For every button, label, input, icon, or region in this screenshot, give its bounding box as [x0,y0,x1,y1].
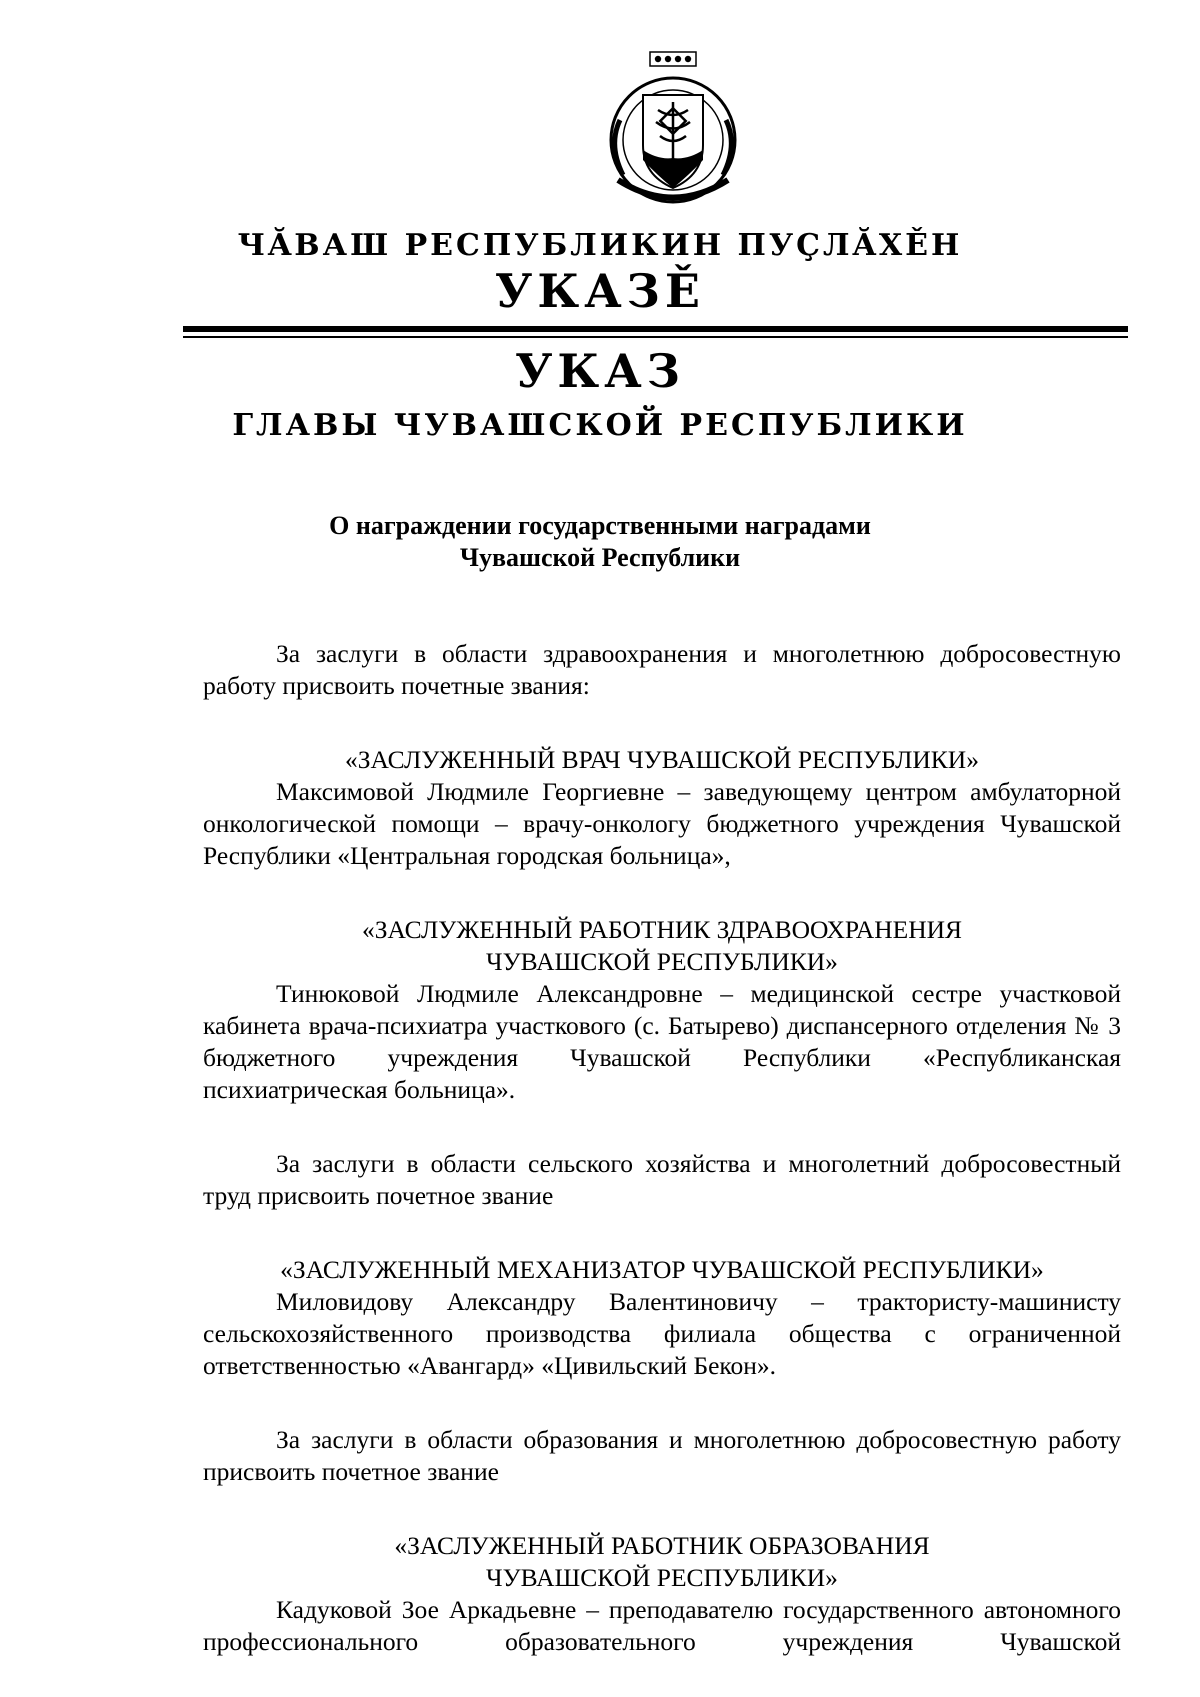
award-title: «ЗАСЛУЖЕННЫЙ РАБОТНИК ЗДРАВООХРАНЕНИЯ [361,915,963,944]
award-title: ЧУВАШСКОЙ РЕСПУБЛИКИ» [486,947,838,976]
award-title: «ЗАСЛУЖЕННЫЙ ВРАЧ ЧУВАШСКОЙ РЕСПУБЛИКИ» [345,745,979,774]
decree-subject [0,510,1200,574]
chuvash-header-line1: ЧĂВАШ РЕСПУБЛИКИН ПУÇЛĂХĚН [237,228,963,263]
decree-body [203,638,1121,1690]
chuvash-header-line2: УКАЗĚ [495,264,705,318]
section-intro: За заслуги в области сельского хозяйства и многолетний добросовестный труд присвоить почетное звание [203,1149,1121,1210]
subject-line1: О награждении государственными наградами [329,511,871,540]
subject-line2: Чувашской Республики [459,543,741,572]
russian-header-line2: ГЛАВЫ ЧУВАШСКОЙ РЕСПУБЛИКИ [232,408,968,443]
award-title: «ЗАСЛУЖЕННЫЙ РАБОТНИК ОБРАЗОВАНИЯ [394,1531,930,1560]
header-divider-thin [183,336,1128,338]
award-recipient: Тинюковой Людмиле Александровне – медицинской сестре участковой кабинета врача-психиатра участкового (с. Батырево) диспансерного отделения № 3 бюджетного учреждения Чувашской Республики «Республиканская психиатрическая больница». [203,979,1121,1104]
award-recipient: Кадуковой Зое Аркадьевне – преподавателю государственного автономного профессионального образовательного учреждения Чувашской [203,1595,1121,1656]
award-recipient: Максимовой Людмиле Георгиевне – заведующему центром амбулаторной онкологической помощи – врачу-онкологу бюджетного учреждения Чувашской Республики «Центральная городская больница», [203,777,1121,870]
header-divider-thick [183,326,1128,332]
section-intro: За заслуги в области здравоохранения и многолетнюю добросовестную работу присвоить почетные звания: [203,639,1121,700]
russian-header-line1: УКАЗ [515,344,685,398]
coat-of-arms-emblem [598,50,748,210]
award-title: ЧУВАШСКОЙ РЕСПУБЛИКИ» [486,1563,838,1592]
award-title: «ЗАСЛУЖЕННЫЙ МЕХАНИЗАТОР ЧУВАШСКОЙ РЕСПУБЛИКИ» [280,1255,1044,1284]
award-recipient: Миловидову Александру Валентиновичу – трактористу-машинисту сельскохозяйственного производства филиала общества с ограниченной ответственностью «Авангард» «Цивильский Бекон». [203,1287,1121,1380]
section-intro: За заслуги в области образования и многолетнюю добросовестную работу присвоить почетное звание [203,1425,1121,1486]
